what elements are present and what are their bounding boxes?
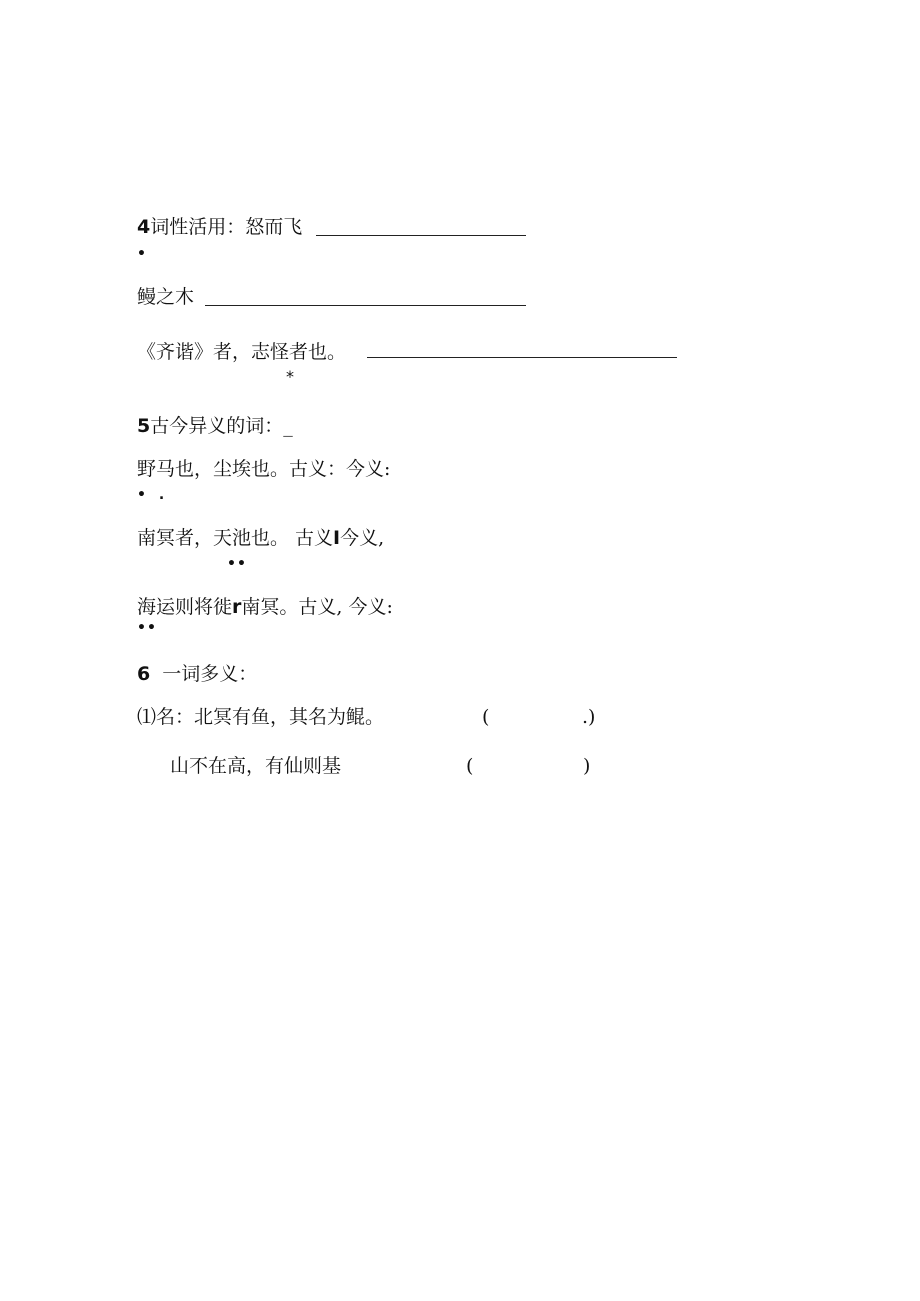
q5-heading-text: 古今异义的词：_ xyxy=(150,415,293,437)
emphasis-star: * xyxy=(286,367,294,386)
emphasis-dots: • . xyxy=(137,487,169,503)
emphasis-dots: •• xyxy=(137,620,157,636)
q5-item-2 xyxy=(137,526,384,550)
q4-heading xyxy=(137,215,302,239)
q4-answer-blank-1[interactable] xyxy=(316,235,526,236)
emphasis-dot: • xyxy=(137,246,146,262)
q5-item-2-text-b: 今义, xyxy=(340,527,385,549)
q6-item-2: 山不在高，有仙则基 xyxy=(170,755,342,777)
q5-item-3 xyxy=(137,595,393,619)
q4-item-3: 《齐谐》者，志怪者也。 xyxy=(137,341,347,363)
q5-item-3-text-b: 南冥。古义, 今义: xyxy=(241,596,393,618)
q5-item-2-text-a: 南冥者，天池也。 古义 xyxy=(137,527,334,549)
q5-item-1: 野马也，尘埃也。古义：今义: xyxy=(137,458,391,480)
q6-item-2-open-paren: ( xyxy=(466,755,474,777)
emphasis-dots: •• xyxy=(227,556,247,572)
q4-heading-text: 词性活用：怒而飞 xyxy=(150,216,303,238)
q4-answer-blank-3[interactable] xyxy=(367,357,677,358)
q6-item-2-close-paren: ) xyxy=(583,755,591,777)
q6-number: 6 xyxy=(137,663,151,685)
q4-answer-blank-2[interactable] xyxy=(205,305,526,306)
q5-item-3-mark: r xyxy=(232,596,242,618)
q6-heading-text: 一词多义： xyxy=(162,663,258,685)
q4-item-2: 鳗之木 xyxy=(137,286,195,308)
q5-item-3-text-a: 海运则将徙 xyxy=(137,596,233,618)
q6-heading xyxy=(137,662,257,686)
q5-heading xyxy=(137,414,293,438)
q6-item-1-open-paren: ( xyxy=(482,706,490,728)
q4-number: 4 xyxy=(137,216,151,238)
q5-number: 5 xyxy=(137,415,151,437)
q6-item-1-close-paren: .) xyxy=(582,706,596,728)
q6-item-1: ⑴名：北冥有鱼，其名为鲲。 xyxy=(137,706,385,728)
q5-item-2-mark: I xyxy=(333,527,341,549)
